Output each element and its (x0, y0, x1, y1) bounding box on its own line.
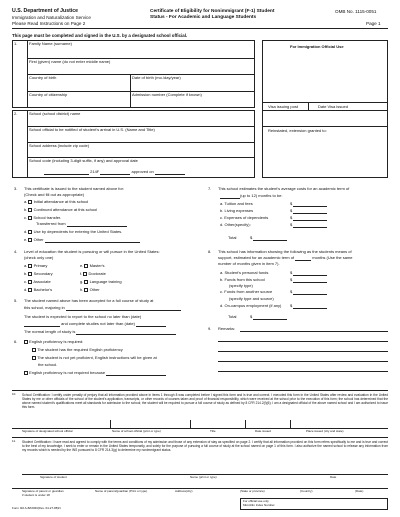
has-proficiency-checkbox[interactable] (32, 348, 36, 352)
months-field[interactable] (220, 195, 240, 199)
section8-text3: months (Use the same (312, 255, 353, 260)
tuition-label: Tuition and fees (224, 201, 253, 206)
other-label: Other (33, 237, 44, 243)
guardian-address-label: Address(city) (175, 489, 193, 493)
employment-field[interactable] (293, 305, 327, 309)
guardian-country-label: (Country) (300, 489, 313, 493)
section5-line4: and complete studies not later than (date) (61, 321, 135, 326)
section9-number: 9. (208, 326, 212, 331)
official-use-label-2: Microfilm Index Number (243, 503, 275, 507)
section5-line3: The student is expected to report to the school no later than (date) (24, 314, 142, 319)
student-certification-text: Student Certification: I have read and agreed to comply with the terms and conditions of my admission and those of any extension of stay as specified on page 2. I certify that all information provided on this form refers specifically to me and is true and correct to the best of my knowledge. I seek to enter or remain in the United States temporarily, and solely for the purpose of pursuing a full course of study at the school named on page 1 of this form. I also authorize the named school to release any information from my records which is needed by the INS pursuant to 8 CFR 214.3(g) to determine my nonimmigrant status. (22, 440, 388, 453)
section8-text4: number of months given in item 7). (218, 261, 280, 266)
employment-label: On-campus employment (if any) (224, 303, 282, 308)
country-citizenship-label: Country of citizenship (29, 92, 68, 97)
notice-text: This page must be completed and signed in the U.S. by a designated school official. (12, 33, 188, 38)
masters-checkbox[interactable] (84, 264, 88, 268)
place-issued-label: Place issued (city and state) (306, 429, 344, 433)
section8-text2: support, estimated for an academic term of (218, 255, 295, 260)
doctorate-checkbox[interactable] (83, 272, 87, 276)
school-funds-field[interactable] (293, 279, 327, 283)
section7-text1: This school estimates the student's average costs for an academic term of (218, 186, 350, 191)
tuition-field[interactable] (293, 203, 327, 207)
section8-text1: This school has information showing the following as the students means of (218, 249, 352, 254)
form-title-line2: Status - For Academic and Language Students (150, 15, 257, 20)
initial-attendance-label: Initial attendance at this school (33, 199, 89, 205)
primary-label: Primary (33, 263, 48, 269)
secondary-checkbox[interactable] (28, 272, 32, 276)
school-address-label: School address (include zip code) (29, 143, 90, 148)
not-required-checkbox[interactable] (24, 371, 28, 375)
form-number: Form I20 A-B/I20ID(Rev. 04-27-88)N (12, 506, 61, 510)
masters-label: Master's (89, 263, 105, 269)
initial-attendance-checkbox[interactable] (28, 200, 32, 204)
visa-issuing-post-label: Visa issuing post (268, 104, 298, 109)
not-proficient-checkbox[interactable] (32, 356, 36, 360)
living-expenses-field[interactable] (293, 210, 327, 214)
section5-line5: The normal length of study is (24, 329, 76, 334)
guardian-signature-label-2: if student is under 18 (22, 493, 50, 497)
section8-total-field[interactable] (253, 316, 287, 320)
section6-number: 6. (14, 339, 18, 344)
section10-number: 10. (12, 392, 17, 396)
school-transfer-label: School transfer. (33, 215, 62, 221)
section5-line2: this school, majoring in (24, 305, 65, 310)
instructions-note: Please Read Instructions on Page 2 (12, 21, 86, 26)
other-source-field[interactable] (293, 291, 327, 295)
school-transfer-checkbox[interactable] (28, 216, 32, 220)
other-checkbox[interactable] (28, 238, 32, 242)
section11-number: 11. (12, 439, 16, 443)
guardian-state-label: (State or province) (240, 489, 265, 493)
other-expenses-field[interactable] (293, 224, 327, 228)
official-use-label-1: For official use only (243, 499, 269, 503)
school-funds-label: Funds from this school (224, 277, 265, 282)
guardian-name-label: Name of parent/guardian (Print or type) (95, 489, 148, 493)
length-of-study-field[interactable] (76, 331, 176, 335)
reinstated-label: Reinstated, extension granted to: (268, 128, 327, 133)
school-certification-text: School Certification: I certify under penalty of perjury that all information provided above in items 1 through 8 was completed before I signed this form and is true and correct. I executed this form in the United States after review and evaluation in the United States by me or other officials of the school of the student's application, transcripts, or other records of courses taken and proof of financial responsibility, which were received at the school prior to the execution of this form; the school has determined that the above named student's qualifications meet all standards for admission to the school; the student will be required to pursue a full course of study as defined by 8 CFR 214.2(f)(6); I am a designated official of the above named school and I am authorized to issue this form. (22, 393, 388, 410)
agency-name: U.S. Department of Justice (12, 8, 79, 14)
other-source-sub: (specify type and source) (229, 296, 274, 301)
date-visa-issued-label: Date Visa issued (318, 104, 348, 109)
family-name-label: Family Name (surname) (29, 41, 72, 46)
personal-funds-label: Student's personal funds (224, 270, 269, 275)
admission-number-label: Admission number (Complete if known) (132, 92, 202, 97)
report-date-field[interactable] (24, 323, 60, 327)
english-required-checkbox[interactable] (24, 340, 28, 344)
primary-checkbox[interactable] (28, 264, 32, 268)
associate-label: Associate (33, 279, 51, 285)
school-district-label: School (school district) name (29, 111, 81, 116)
other-field[interactable] (45, 239, 140, 243)
section7-number: 7. (208, 186, 212, 191)
section3-number: 3. (14, 186, 18, 191)
section7-text2: (up to 12) months to be: (240, 193, 283, 198)
continued-attendance-checkbox[interactable] (28, 208, 32, 212)
continued-attendance-label: Continued attendance at this school (33, 207, 98, 213)
student-name-label: Name (print or type) (190, 475, 217, 479)
student-date-label: Date (330, 475, 337, 479)
code-suffix: 214F (90, 169, 100, 174)
bachelors-label: Bachelor's (33, 287, 53, 293)
student-signature-label: Signature of student (40, 475, 67, 479)
page-number: Page 1 (366, 21, 381, 26)
not-proficient-label: The student is not yet proficient, English instructions will be given at (37, 355, 157, 361)
section5-line1: The student named above has been accepted for a full course of study at (24, 298, 154, 303)
other-source-label: Funds from another source (224, 289, 273, 294)
guardian-date-label: (Date) (355, 489, 364, 493)
dependents-label: Use by dependents for entering the United States. (33, 229, 123, 235)
section8-total-label: Total (228, 314, 237, 319)
bachelors-checkbox[interactable] (28, 288, 32, 292)
not-proficient-label-2: the school. (38, 362, 58, 367)
other-level-label: Other (89, 287, 100, 293)
approved-on-label: approved on (131, 169, 154, 174)
section4-number: 4. (14, 249, 18, 254)
school-official-label: School official to be notified of student's arrival in U.S. (Name and Title) (29, 127, 155, 132)
section1-number: 1. (14, 41, 18, 46)
personal-funds-field[interactable] (293, 272, 327, 276)
school-code-label: School code (including 3-digit suffix, if any) and approval date (29, 158, 138, 163)
has-proficiency-label: The student has the required English proficiency (37, 347, 123, 353)
section3-text2: (Check and fill out as appropriate) (24, 192, 85, 197)
complete-date-field[interactable] (136, 323, 166, 327)
country-birth-label: Country of birth (29, 75, 57, 80)
office-use-title: For Immigration Official Use (290, 44, 344, 49)
section2-number: 2. (14, 111, 18, 116)
header-rule (12, 28, 388, 29)
other-expenses-label: Other(specify): (224, 222, 251, 227)
language-training-label: Language training (89, 279, 122, 285)
dob-label: Date of birth (mo./day/year) (132, 75, 181, 80)
remarks-label: Remarks: (218, 326, 236, 331)
dependents-expenses-label: Expenses of dependents (224, 215, 269, 220)
guardian-signature-label: Signature of parent or guardian (22, 489, 64, 493)
school-official-title-label: Title (210, 429, 216, 433)
other-level-checkbox[interactable] (84, 288, 88, 292)
form-title-line1: Certificate of Eligibility for Nonimmigrant (F-1) Student (150, 9, 275, 14)
section7-total-field[interactable] (253, 237, 287, 241)
date-issued-label: Date issued (255, 429, 271, 433)
not-required-label: English proficiency is not required because (29, 370, 106, 376)
secondary-label: Secondary (33, 271, 53, 277)
living-expenses-label: Living expenses (224, 208, 254, 213)
support-months-field[interactable] (295, 257, 311, 261)
transferred-from-label: Transferred from (36, 221, 66, 226)
section4-text1: Level of education the student is pursuing or will pursue in the United States: (24, 249, 160, 254)
major-field[interactable] (66, 307, 181, 311)
language-training-checkbox[interactable] (84, 280, 88, 284)
school-official-name-label: Name of school official (print or type) (112, 429, 161, 433)
omb-number: OMB No. 1115-0051 (335, 9, 377, 14)
dependents-expenses-field[interactable] (293, 217, 327, 221)
school-funds-sub: (specify type) (229, 283, 253, 288)
service-name: Immigration and Naturalization Service (12, 15, 91, 20)
not-required-reason-field[interactable] (106, 372, 166, 376)
doctorate-label: Doctorate (88, 271, 106, 277)
school-official-signature-label: Signature of designated school official (22, 429, 73, 433)
transferred-from-field[interactable] (67, 223, 127, 227)
section3-text1: This certificate is issued to the student named above for: (24, 186, 125, 191)
section8-number: 8. (208, 249, 212, 254)
english-required-label: English proficiency is required: (29, 339, 84, 345)
section5-number: 5. (14, 298, 18, 303)
section7-total-label: Total (228, 235, 237, 240)
first-name-label: First (given) name (do not enter middle name) (29, 59, 111, 64)
section4-text2: (check only one) (24, 255, 54, 260)
associate-checkbox[interactable] (28, 280, 32, 284)
dependents-checkbox[interactable] (28, 230, 32, 234)
